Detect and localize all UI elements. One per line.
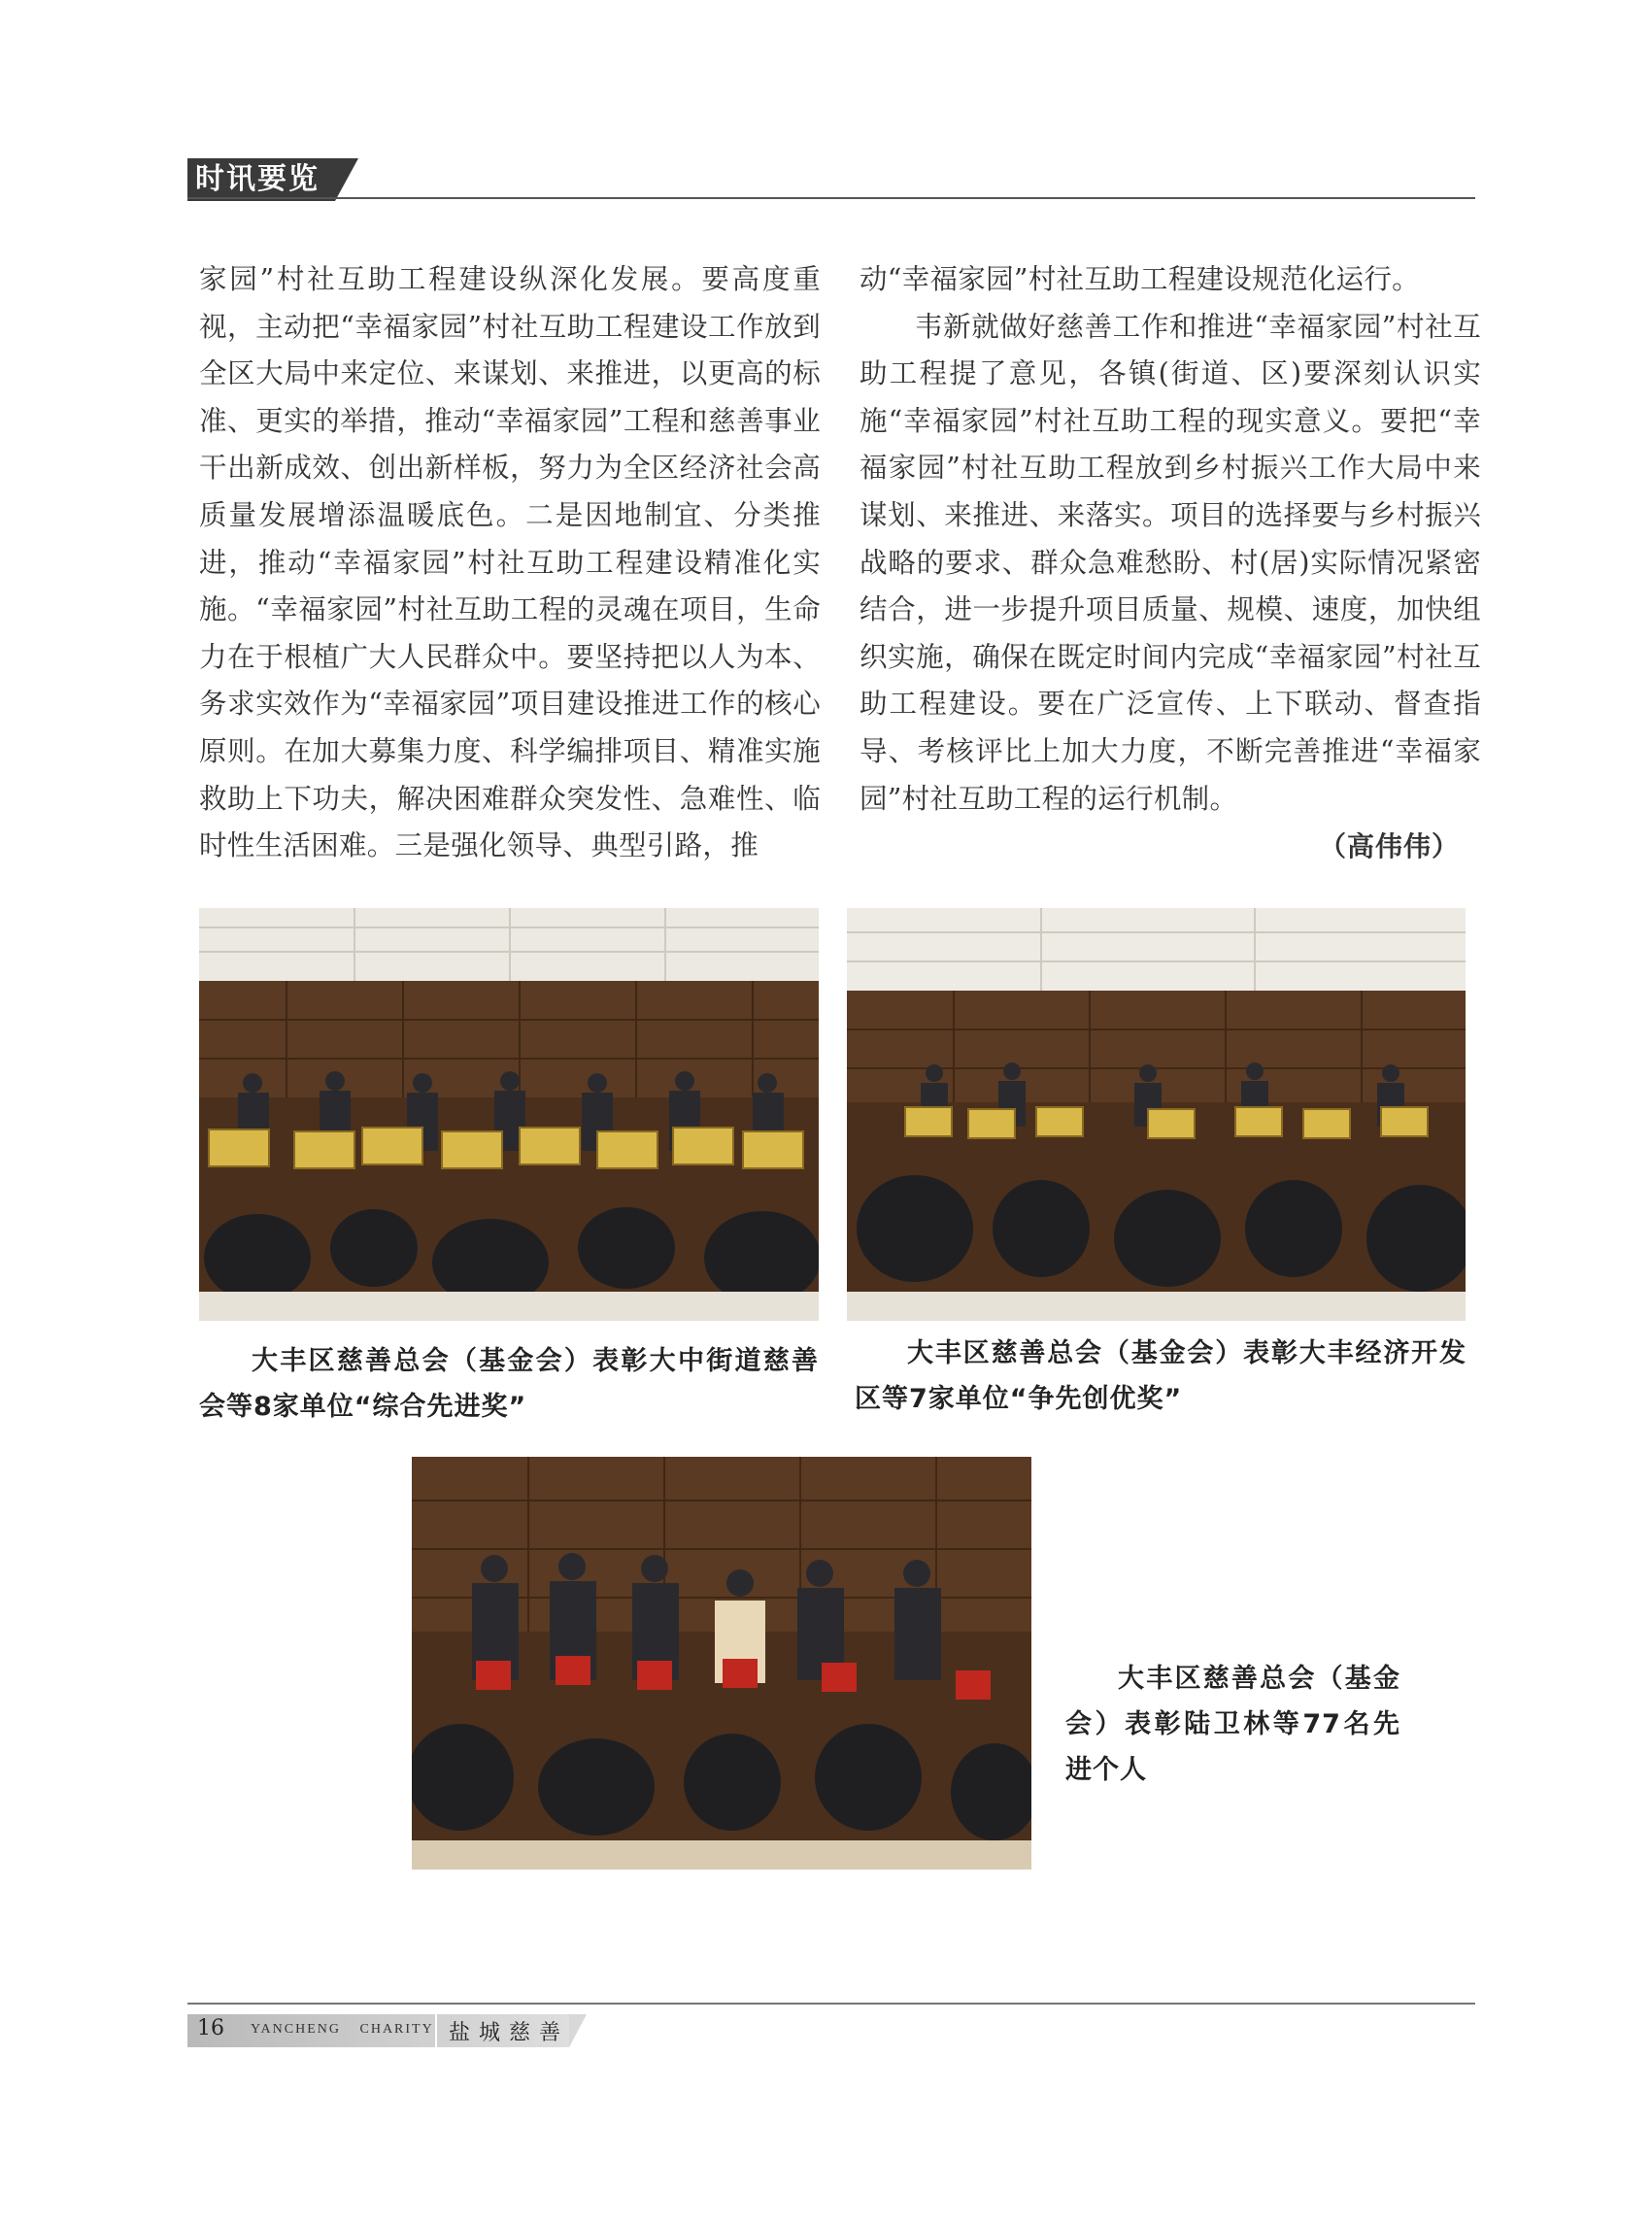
footer-rule (187, 2003, 1475, 2005)
caption-text: 大丰区慈善总会（基金会）表彰大丰经济开发区等7家单位“争先创优奖” (855, 1338, 1467, 1414)
photo-illustration (412, 1457, 1031, 1870)
award-photo-1 (199, 908, 819, 1321)
photo-1-caption (199, 1338, 819, 1430)
article-right-column (860, 256, 1481, 823)
publication-name-en: YANCHENG CHARITY (251, 2022, 434, 2037)
caption-text: 大丰区慈善总会（基金会）表彰大中街道慈善会等8家单位“综合先进奖” (199, 1346, 819, 1422)
section-title: 时讯要览 (187, 158, 335, 201)
photo-illustration (847, 908, 1466, 1321)
caption-text: 大丰区慈善总会（基金会）表彰陆卫林等77名先进个人 (1065, 1664, 1400, 1785)
photo-3-caption (1065, 1656, 1400, 1793)
article-paragraph: 韦新就做好慈善工作和推进“幸福家园”村社互助工程提了意见，各镇(街道、区)要深刻认识实施“幸福家园”村社互助工程的现实意义。要把“幸福家园”村社互助工程放到乡村振兴工作大局中来谋划、来推进、来落实。项目的选择要与乡村振兴战略的要求、群众急难愁盼、村(居)实际情况紧密结合，进一步提升项目质量、规模、速度，加快组织实施，确保在既定时间内完成“幸福家园”村社互助工程建设。要在广泛宣传、上下联动、督查指导、考核评比上加大力度，不断完善推进“幸福家园”村社互助工程的运行机制。 (860, 310, 1481, 815)
photo-illustration (199, 908, 819, 1321)
footer-band-slant (569, 2014, 587, 2047)
publication-name-cn: 盐城慈善 (449, 2021, 570, 2045)
photo-2-caption (855, 1331, 1467, 1422)
footer-divider (435, 2014, 437, 2047)
article-paragraph: 动“幸福家园”村社互助工程建设规范化运行。 (860, 263, 1420, 295)
section-title-slant (335, 158, 358, 201)
page-number: 16 (197, 2016, 224, 2040)
article-paragraph: 家园”村社互助工程建设纵深化发展。要高度重视，主动把“幸福家园”村社互助工程建设工作放到全区大局中来定位、来谋划、来推进，以更高的标准、更实的举措，推动“幸福家园”工程和慈善事业干出新成效、创出新样板，努力为全区经济社会高质量发展增添温暖底色。二是因地制宜、分类推进，推动“幸福家园”村社互助工程建设精准化实施。“幸福家园”村社互助工程的灵魂在项目，生命力在于根植广大人民群众中。要坚持把以人为本、务求实效作为“幸福家园”项目建设推进工作的核心原则。在加大募集力度、科学编排项目、精准实施救助上下功夫，解决困难群众突发性、急难性、临时性生活困难。三是强化领导、典型引路，推 (199, 263, 821, 862)
author-credit: （高伟伟） (1318, 830, 1460, 862)
award-photo-3 (412, 1457, 1031, 1870)
article-left-column (199, 256, 821, 870)
award-photo-2 (847, 908, 1466, 1321)
header-rule (187, 197, 1475, 199)
